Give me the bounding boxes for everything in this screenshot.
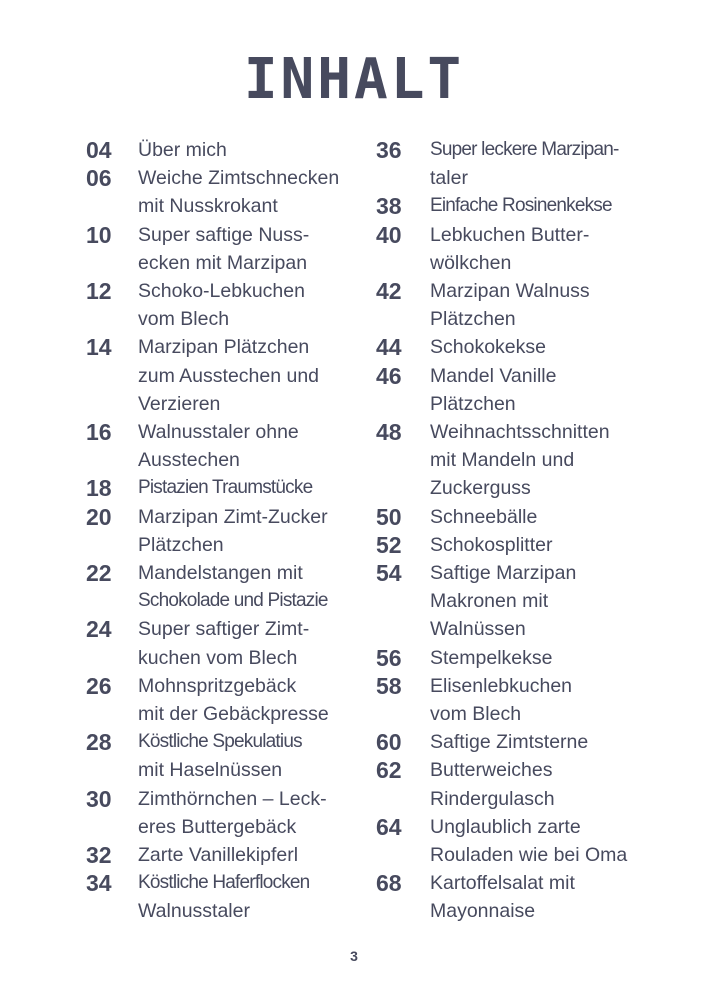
toc-entry-title-line: Super saftige Nuss- [138,223,310,246]
toc-page-number: 38 [376,193,402,220]
toc-entry-title-line: Stempelkekse [430,646,553,669]
toc-entry-title-line: Butterweiches [430,759,553,782]
toc-entry-title-line: Mayonnaise [430,900,536,923]
toc-entry [86,503,371,559]
toc-entry [376,192,666,220]
toc-entry-title-line: Unglaublich zarte [430,815,581,838]
toc-page-number: 32 [86,842,112,869]
toc-page-number: 20 [86,503,112,530]
toc-entry [376,644,666,672]
toc-entry-title-line: Super leckere Marzipan- [430,139,619,160]
toc-entry-title-line: vom Blech [138,308,230,331]
toc-entry-title [430,644,552,672]
toc-entry [86,672,371,728]
toc-entry-title-line: Ausstechen [138,449,240,472]
toc-entry-title-line: kuchen vom Blech [138,646,298,669]
toc-entry-title-line: Walnüssen [430,618,526,641]
toc-entry-title [138,785,327,841]
toc-entry [376,672,666,728]
toc-page-number: 48 [376,419,402,446]
toc-page-number: 22 [86,560,112,587]
toc-page-number: 46 [376,362,402,389]
toc-entry [86,474,371,502]
toc-entry-title [138,728,302,784]
toc-entry-title-line: taler [430,167,468,190]
toc-entry-title [138,841,298,869]
toc-entry-title [138,503,328,559]
toc-entry [86,136,371,164]
page-number: 3 [350,948,358,964]
toc-entry-title-line: Zuckerguss [430,477,531,500]
toc-entry-title-line: Plätzchen [430,308,516,331]
toc-entry-title-line: Walnusstaler [138,900,250,923]
toc-entry [376,136,666,192]
toc-entry-title-line: Saftige Marzipan [430,562,577,585]
toc-entry-title-line: Zimthörnchen – Leck- [138,787,327,810]
toc-entry-title-line: zum Ausstechen und [138,364,320,387]
toc-page-number: 64 [376,813,402,840]
toc-entry-title [430,728,588,756]
toc-page-number: 62 [376,757,402,784]
toc-entry-title-line: Saftige Zimtsterne [430,731,589,754]
toc-entry [376,813,666,869]
toc-entry-title-line: Einfache Rosinenkekse [430,195,612,217]
toc-entry [86,559,371,615]
toc-page-number: 56 [376,644,402,671]
toc-entry [376,221,666,277]
toc-page-number: 58 [376,672,402,699]
toc-entry [376,756,666,812]
toc-entry-title-line: wölkchen [430,251,512,274]
toc-page-number: 52 [376,531,402,558]
toc-entry-title [138,136,227,164]
toc-entry-title [138,164,339,220]
toc-entry-title [138,418,299,474]
toc-entry-title-line: Marzipan Walnuss [430,280,590,303]
toc-entry-title-line: Mandelstangen mit [138,562,303,585]
toc-entry-title-line: Schokosplitter [430,533,553,556]
toc-entry-title [430,333,546,361]
toc-entry-title-line: mit Haselnüssen [138,759,283,782]
toc-entry-title-line: Weiche Zimtschnecken [138,167,340,190]
page-title: INHALT [243,47,465,112]
toc-entry [376,531,666,559]
toc-entry-title-line: Kartoffelsalat mit [430,872,575,895]
toc-entry-title-line: Weihnachtsschnitten [430,421,610,444]
toc-entry-title-line: mit der Gebäckpresse [138,703,329,726]
toc-entry-title [430,277,590,333]
toc-page-number: 44 [376,334,402,361]
toc-page-number: 42 [376,278,402,305]
toc-entry [86,333,371,418]
toc-page-number: 36 [376,137,402,163]
toc-entry-title [430,418,610,503]
toc-entry [86,277,371,333]
toc-entry-title-line: Elisenlebkuchen [430,674,573,697]
toc-page-number: 12 [86,278,112,305]
toc-entry [86,615,371,671]
toc-entry [86,869,371,925]
toc-entry-title [430,136,619,192]
toc-entry-title-line: mit Mandeln und [430,449,575,472]
toc-entry-title [138,672,329,728]
toc-entry-title-line: Pistazien Traumstücke [138,477,313,499]
toc-entry-title [430,813,627,869]
toc-entry-title [430,362,556,418]
toc-page-number: 06 [86,165,112,192]
toc-entry-title-line: eres Buttergebäck [138,815,297,838]
toc-entry [376,869,666,925]
toc-entry-title [138,559,328,615]
toc-entry-title-line: Lebkuchen Butter- [430,223,590,246]
toc-entry [376,728,666,756]
toc-left-column [86,136,371,926]
toc-entry-title-line: Köstliche Haferflocken [138,872,310,894]
toc-entry [376,559,666,644]
toc-entry-title-line: Plätzchen [430,392,516,415]
toc-entry-title-line: Rouladen wie bei Oma [430,844,628,867]
toc-entry-title-line: mit Nusskrokant [138,195,278,218]
toc-entry [86,164,371,220]
toc-entry-title [430,531,552,559]
toc-entry-title-line: Mandel Vanille [430,364,557,387]
toc-page-number: 40 [376,221,402,248]
toc-entry-title-line: Schoko-Lebkuchen [138,280,305,303]
toc-entry-title [430,869,575,925]
toc-entry-title [138,615,309,671]
toc-page-number: 16 [86,419,112,446]
toc-entry [376,333,666,361]
toc-entry-title [430,559,576,644]
toc-entry-title-line: Plätzchen [138,533,224,556]
toc-entry-title-line: Mohnspritzgebäck [138,674,297,697]
toc-entry-title-line: Schokolade und Pistazie [138,590,328,612]
toc-page-number: 18 [86,475,112,502]
toc-page-number: 34 [86,870,112,897]
toc-entry-title-line: Super saftiger Zimt- [138,618,310,641]
toc-entry-title-line: Walnusstaler ohne [138,421,299,444]
toc-entry-title-line: Schokokekse [430,336,546,359]
toc-entry [86,841,371,869]
toc-entry-title [430,192,612,220]
toc-entry-title [430,221,589,277]
toc-entry-title-line: Marzipan Plätzchen [138,336,310,359]
toc-entry-title-line: Makronen mit [430,590,549,613]
toc-entry [376,362,666,418]
toc-page-number: 04 [86,137,112,163]
toc-entry [376,503,666,531]
toc-entry [86,221,371,277]
toc-entry-title [138,869,309,925]
toc-entry-title [138,474,312,502]
toc-entry-title-line: Verzieren [138,392,221,415]
toc-entry-title-line: Köstliche Spekulatius [138,731,302,753]
toc-page-number: 68 [376,870,402,897]
toc-right-column [376,136,666,926]
toc-entry-title [430,672,572,728]
toc-entry-title [138,221,309,277]
toc-page-number: 60 [376,729,402,756]
toc-entry-title [138,333,319,418]
toc-page-number: 10 [86,221,112,248]
toc-entry-title-line: vom Blech [430,703,522,726]
toc-entry-title-line: Schneebälle [430,505,538,528]
toc-page-number: 54 [376,560,402,587]
toc-entry-title [138,277,305,333]
toc-entry-title-line: Rindergulasch [430,787,555,810]
toc-entry-title-line: Marzipan Zimt-Zucker [138,505,328,528]
toc-entry [86,785,371,841]
toc-entry [86,728,371,784]
toc-entry [86,418,371,474]
toc-entry-title [430,756,555,812]
toc-entry-title-line: Zarte Vanillekipferl [138,844,299,867]
toc-page-number: 24 [86,616,112,643]
toc-page-number: 50 [376,503,402,530]
toc-page-number: 28 [86,729,112,756]
toc-page-number: 14 [86,334,112,361]
toc-page-number: 26 [86,672,112,699]
toc-entry-title [430,503,537,531]
toc-entry-title-line: Über mich [138,139,227,161]
toc-entry [376,277,666,333]
toc-entry-title-line: ecken mit Marzipan [138,251,308,274]
toc-entry [376,418,666,503]
toc-page-number: 30 [86,785,112,812]
